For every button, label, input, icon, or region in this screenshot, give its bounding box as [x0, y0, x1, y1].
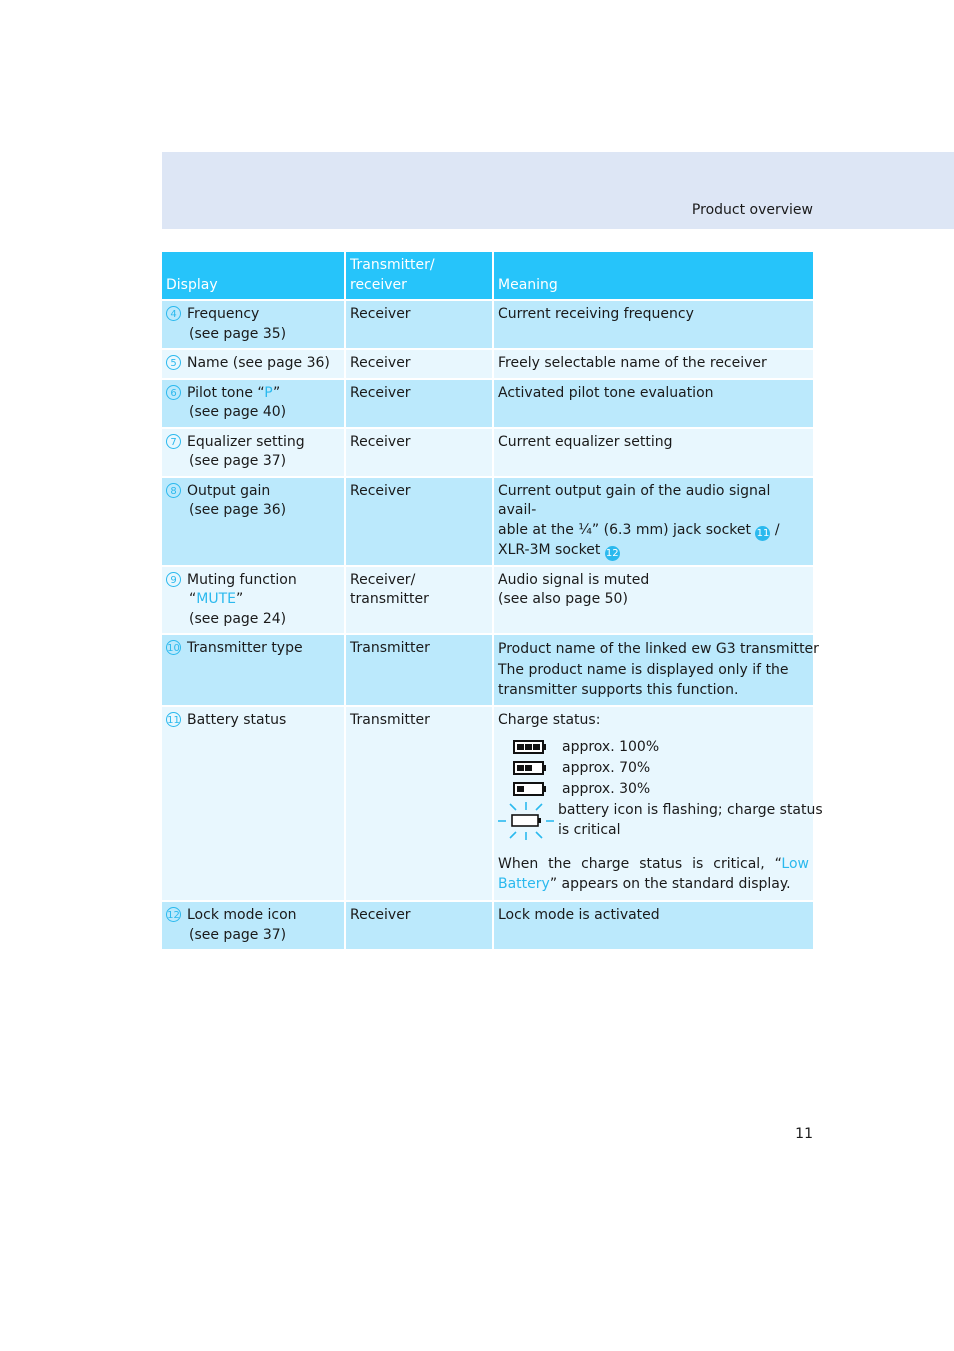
battery-level-label: approx. 30% — [562, 781, 651, 797]
table-row — [162, 634, 813, 706]
meaning-line: (see also page 50) — [498, 591, 628, 607]
display-label: Equalizer setting — [187, 433, 305, 450]
charge-status-heading: Charge status: — [498, 711, 601, 728]
battery-full-icon — [498, 738, 562, 754]
table-row — [162, 428, 813, 477]
device-cell: Transmitter — [345, 634, 493, 706]
table-row — [162, 349, 813, 379]
item-number-icon: 12 — [166, 907, 181, 922]
battery-level-label: approx. 100% — [562, 739, 660, 755]
header-band — [162, 152, 954, 229]
device-cell: Transmitter — [345, 706, 493, 902]
note-text: When the charge status is critical, “ — [498, 856, 782, 872]
meaning-cell: Current equalizer setting — [493, 428, 813, 477]
display-label: Output gain — [187, 482, 271, 499]
display-cell — [162, 634, 345, 706]
display-label: Battery status — [187, 711, 287, 728]
page-reference: (see page 40) — [189, 404, 287, 420]
battery-level-label: is critical — [558, 821, 621, 838]
battery-third-icon — [498, 780, 562, 796]
meaning-cell — [493, 706, 823, 902]
section-title: Product overview — [691, 202, 813, 218]
battery-critical-text — [558, 801, 823, 840]
item-number-icon: 4 — [166, 306, 181, 321]
device-cell: Receiver — [345, 379, 493, 428]
item-number-icon: 11 — [166, 712, 181, 727]
display-cell — [162, 566, 345, 635]
note-text-end: ” appears on the standard display. — [549, 875, 791, 892]
meaning-line: able at the ¼” (6.3 mm) jack socket — [498, 521, 751, 538]
meaning-cell: Current receiving frequency — [493, 300, 813, 349]
column-header-display: Display — [162, 252, 345, 300]
page-number: 11 — [795, 1126, 813, 1142]
item-number-icon: 8 — [166, 483, 181, 498]
display-symbol: P — [264, 384, 273, 401]
meaning-cell: Freely selectable name of the receiver — [493, 349, 813, 379]
reference-number-icon: 12 — [605, 547, 619, 559]
meaning-cell: Lock mode is activated — [493, 901, 813, 949]
display-label: Muting function — [187, 571, 297, 588]
table-row — [162, 300, 813, 349]
battery-level-label: battery icon is flashing; charge status — [558, 802, 823, 818]
meaning-line: Product name of the linked ew G3 transmitter — [498, 641, 819, 657]
device-line: transmitter — [350, 591, 429, 607]
battery-levels-list — [498, 738, 823, 841]
display-cell — [162, 300, 345, 349]
reference-number-icon: 11 — [756, 527, 770, 539]
meaning-line: The product name is displayed only if the — [498, 661, 789, 678]
display-label: Lock mode icon — [187, 907, 297, 923]
display-cell — [162, 706, 345, 902]
meaning-line: Current output gain of the audio signal avail- — [498, 482, 771, 518]
display-cell — [162, 428, 345, 477]
column-header-device — [345, 252, 493, 300]
table-row — [162, 566, 813, 635]
item-number-icon: 5 — [166, 355, 181, 370]
battery-level-item — [498, 738, 809, 759]
page-reference: (see page 37) — [189, 453, 287, 469]
item-number-icon: 9 — [166, 572, 181, 587]
meaning-cell — [493, 477, 813, 566]
battery-flashing-icon — [494, 801, 558, 841]
table-row — [162, 901, 813, 949]
display-cell — [162, 477, 345, 566]
quote-open: “ — [189, 591, 197, 607]
display-symbol-line — [166, 590, 340, 610]
display-symbol: MUTE — [196, 591, 236, 607]
page-reference: (see page 35) — [189, 325, 287, 342]
item-number-icon: 6 — [166, 385, 181, 400]
meaning-line: transmitter supports this function. — [498, 682, 739, 698]
battery-level-label: approx. 70% — [562, 760, 651, 776]
battery-level-item — [498, 759, 809, 780]
device-cell: Receiver — [345, 428, 493, 477]
display-cell — [162, 901, 345, 949]
display-label: Transmitter type — [187, 640, 303, 656]
table-row — [162, 706, 813, 902]
device-cell — [345, 566, 493, 635]
display-cell — [162, 349, 345, 379]
display-overview-table — [162, 252, 823, 949]
low-battery-note — [498, 855, 809, 894]
meaning-cell — [493, 566, 813, 635]
device-line: Receiver/ — [350, 571, 416, 588]
meaning-line: Audio signal is muted — [498, 571, 650, 588]
display-label-close: ” — [272, 384, 281, 401]
meaning-cell — [493, 634, 819, 706]
table-header-row — [162, 252, 813, 300]
page-reference: (see page 36) — [189, 502, 287, 518]
battery-level-item — [498, 801, 823, 841]
column-header-meaning: Meaning — [493, 252, 813, 300]
battery-level-item — [498, 780, 809, 801]
item-number-icon: 10 — [166, 640, 181, 655]
meaning-cell: Activated pilot tone evaluation — [493, 379, 813, 428]
quote-close: ” — [236, 591, 244, 607]
column-header-device-label: Transmitter/ receiver — [350, 257, 435, 293]
display-label: Name (see page 36) — [187, 355, 330, 371]
table-row — [162, 379, 813, 428]
device-cell: Receiver — [345, 901, 493, 949]
table-row — [162, 477, 813, 566]
device-cell: Receiver — [345, 300, 493, 349]
low-battery-message: Low Battery — [498, 856, 809, 892]
meaning-line: XLR-3M socket — [498, 541, 601, 558]
display-label: Frequency — [187, 306, 260, 322]
device-cell: Receiver — [345, 349, 493, 379]
page-reference: (see page 37) — [189, 926, 287, 943]
item-number-icon: 7 — [166, 434, 181, 449]
separator: / — [774, 521, 780, 538]
page-reference: (see page 24) — [189, 610, 287, 627]
device-cell: Receiver — [345, 477, 493, 566]
display-cell — [162, 379, 345, 428]
battery-two-thirds-icon — [498, 759, 562, 775]
display-label: Pilot tone “ — [187, 384, 265, 401]
